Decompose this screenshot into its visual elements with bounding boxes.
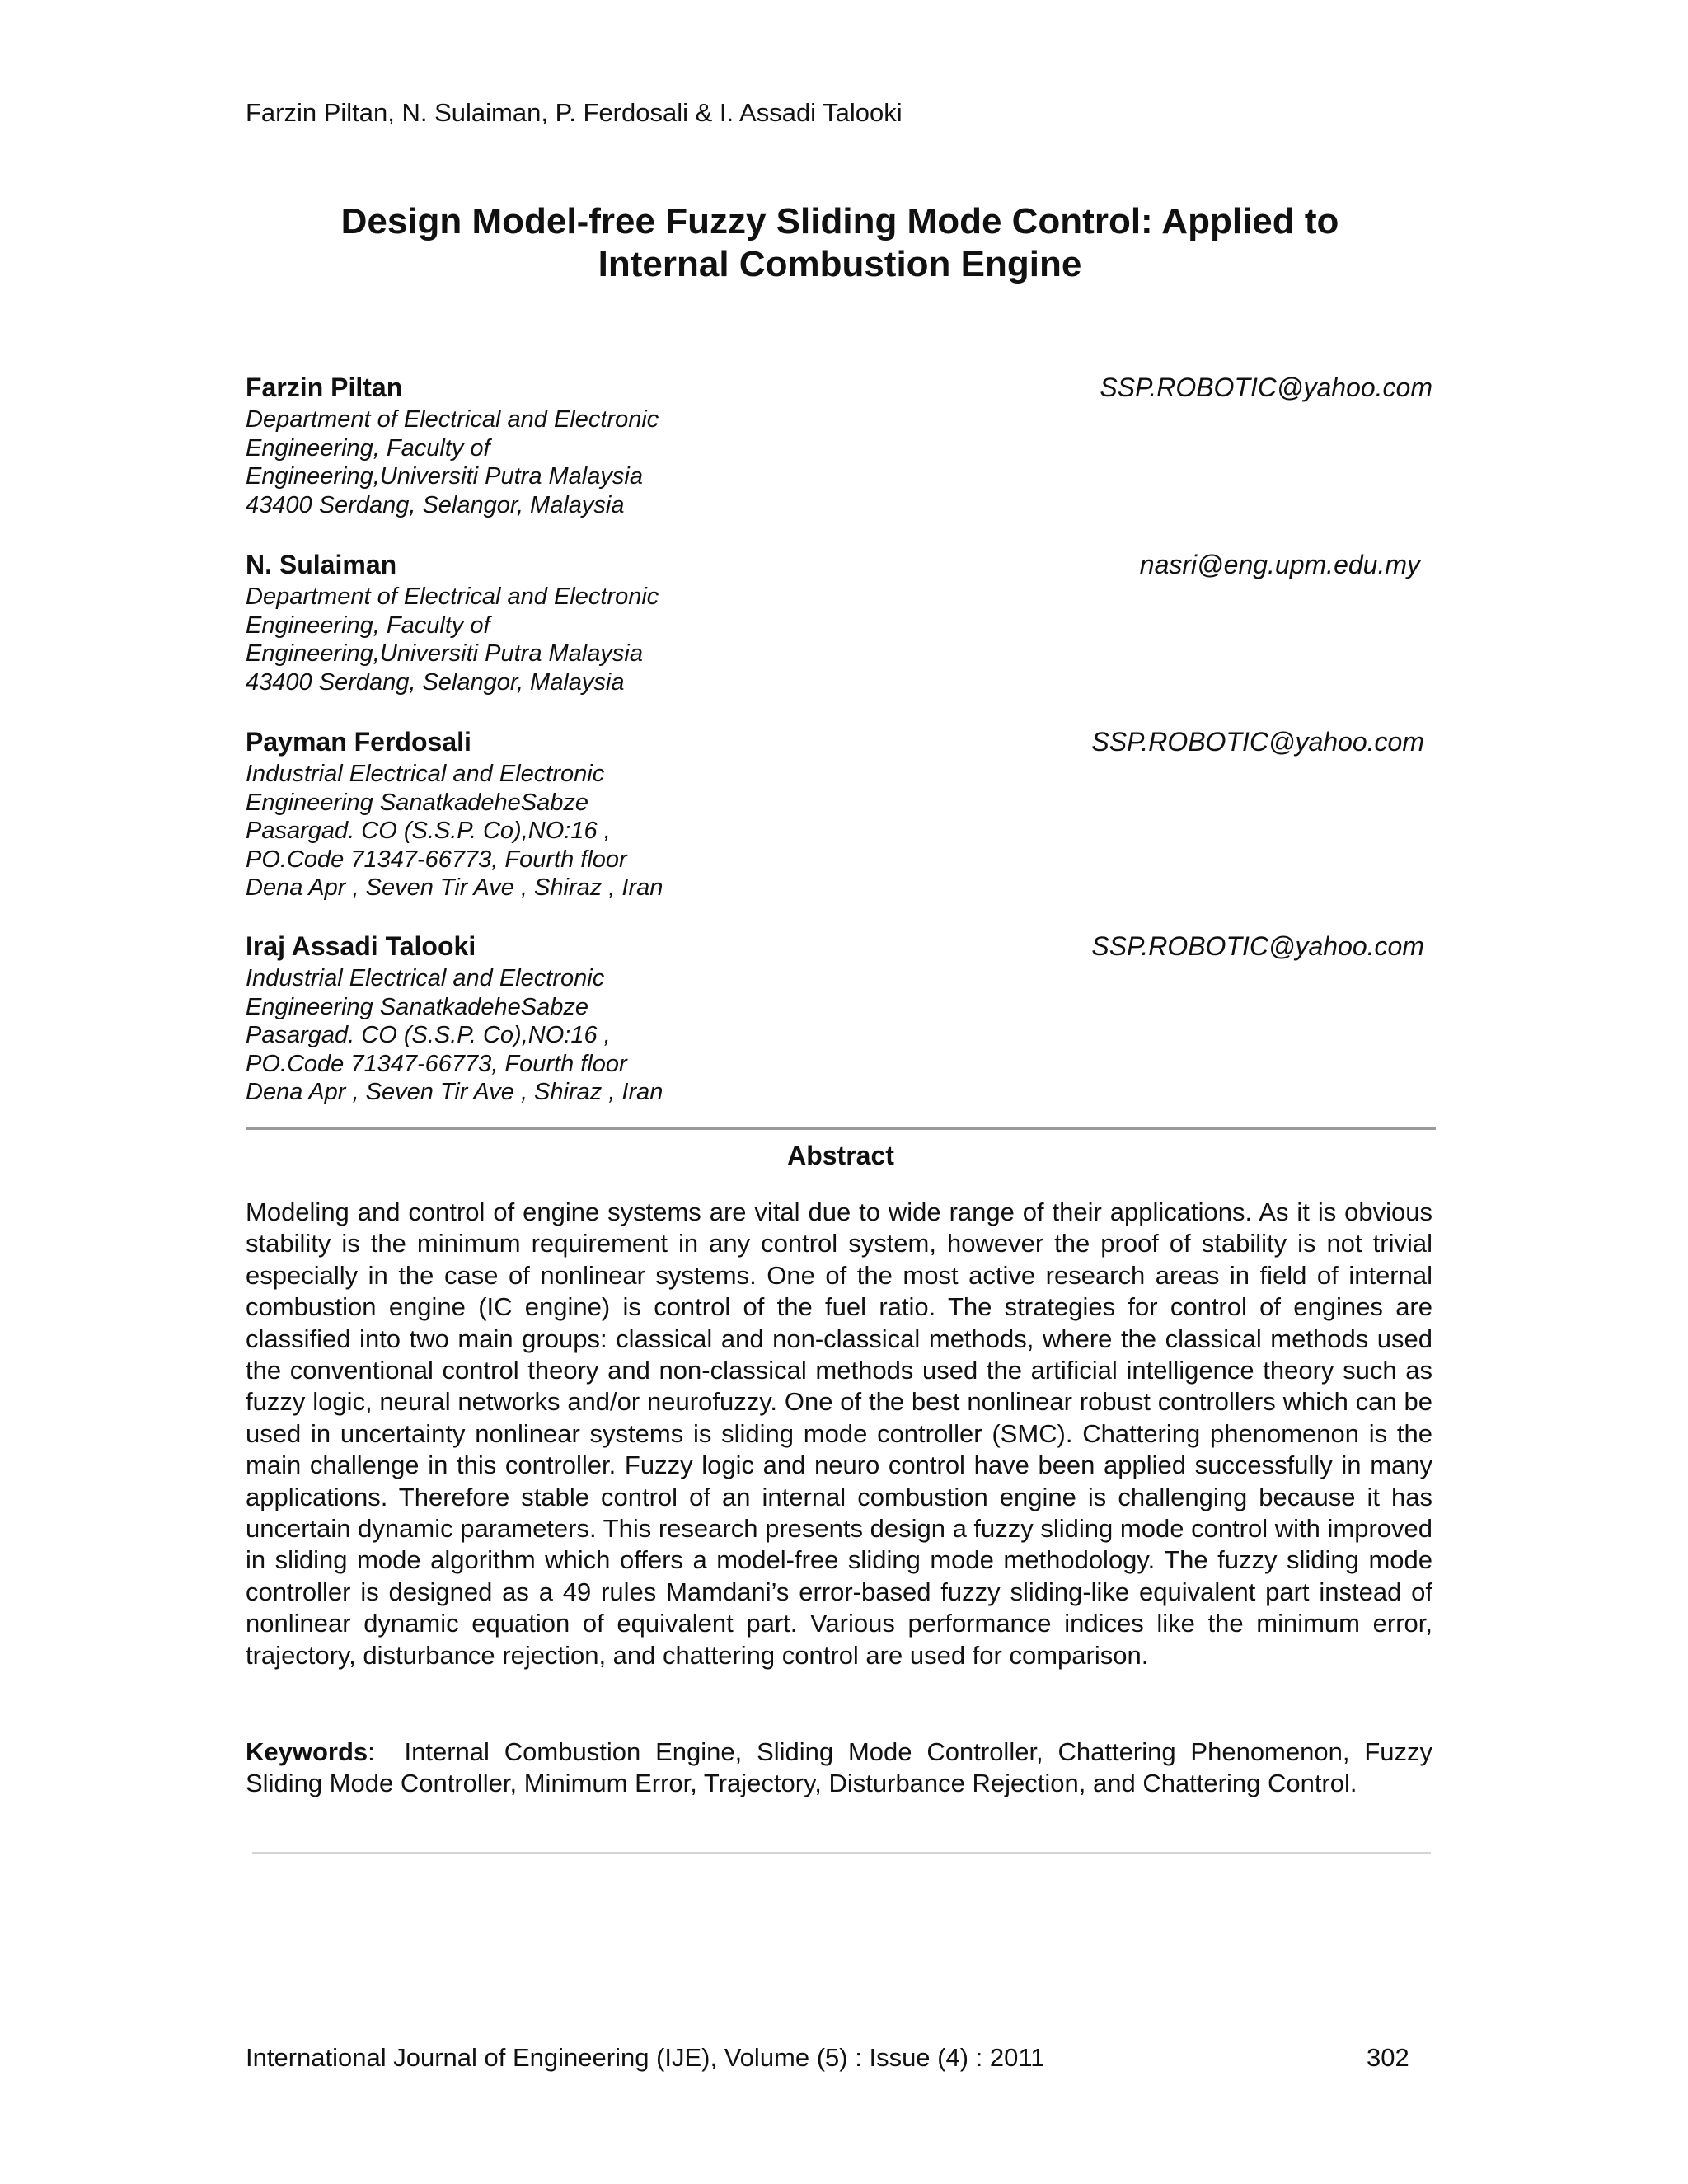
affiliation-line: Engineering,Universiti Putra Malaysia (246, 640, 643, 667)
keywords-paragraph (246, 1736, 1432, 1800)
footer-page-number: 302 (1367, 2043, 1409, 2072)
affiliation-line: Engineering SanatkadeheSabze (246, 993, 588, 1020)
abstract-top-divider (246, 1127, 1436, 1130)
footer-journal-citation: International Journal of Engineering (IJE), Volume (5) : Issue (4) : 2011 (246, 2043, 1045, 2072)
affiliation-line: Department of Electrical and Electronic (246, 583, 659, 610)
keywords-text: Internal Combustion Engine, Sliding Mode Controller, Chattering Phenomenon, Fuzzy Sliding Mode Controller, Minimum Error, Trajectory, Disturbance Rejection, and Chattering Control. (246, 1737, 1432, 1798)
author-affiliation (246, 760, 663, 902)
affiliation-line: Engineering, Faculty of (246, 434, 490, 462)
affiliation-line: 43400 Serdang, Selangor, Malaysia (246, 491, 625, 518)
author-block-sulaiman (246, 548, 1434, 738)
author-email[interactable]: SSP.ROBOTIC@yahoo.com (1091, 727, 1424, 757)
abstract-bottom-divider (252, 1852, 1431, 1854)
author-name: Iraj Assadi Talooki (246, 931, 476, 961)
keywords-label: Keywords (246, 1737, 368, 1766)
affiliation-line: Dena Apr , Seven Tir Ave , Shiraz , Iran (246, 874, 663, 901)
keywords-separator: : (368, 1737, 375, 1766)
author-affiliation (246, 964, 663, 1107)
author-name: Farzin Piltan (246, 373, 403, 402)
running-header-authors: Farzin Piltan, N. Sulaiman, P. Ferdosali & I. Assadi Talooki (246, 98, 903, 127)
affiliation-line: Industrial Electrical and Electronic (246, 761, 605, 787)
affiliation-line: Department of Electrical and Electronic (246, 406, 659, 433)
affiliation-line: Pasargad. CO (S.S.P. Co),NO:16 , (246, 1022, 611, 1048)
author-email[interactable]: nasri@eng.upm.edu.my (1139, 550, 1420, 579)
abstract-text: Modeling and control of engine systems are vital due to wide range of their applications. As it is obvious stability is the minimum requirement in any control system, however the proof of stability is not trivial especially in the case of nonlinear systems. One of the most active research areas in field of internal combustion engine (IC engine) is control of the fuel ratio. The strategies for control of engines are classified into two main groups: classical and non-classical methods, where the classical methods used the conventional control theory and non-classical methods used the artificial intelligence theory such as fuzzy logic, neural networks and/or neurofuzzy. One of the best nonlinear robust controllers which can be used in uncertainty nonlinear systems is sliding mode controller (SMC). Chattering phenomenon is the main challenge in this controller. Fuzzy logic and neuro control have been applied successfully in many applications. Therefore stable control of an internal combustion engine is challenging because it has uncertain dynamic parameters. This research presents design a fuzzy sliding mode control with improved in sliding mode algorithm which offers a model-free sliding mode methodology. The fuzzy sliding mode controller is designed as a 49 rules Mamdani’s error-based fuzzy sliding-like equivalent part instead of nonlinear dynamic equation of equivalent part. Various performance indices like the minimum error, trajectory, disturbance rejection, and chattering control are used for comparison. (246, 1197, 1432, 1670)
author-email[interactable]: SSP.ROBOTIC@yahoo.com (1091, 931, 1424, 961)
author-name: N. Sulaiman (246, 550, 397, 579)
author-block-talooki (246, 930, 1434, 1119)
paper-title-line-1: Design Model-free Fuzzy Sliding Mode Control: Applied to (340, 201, 1339, 241)
affiliation-line: Engineering SanatkadeheSabze (246, 789, 588, 816)
affiliation-line: PO.Code 71347-66773, Fourth floor (246, 846, 627, 873)
affiliation-line: Pasargad. CO (S.S.P. Co),NO:16 , (246, 818, 611, 844)
author-affiliation (246, 405, 659, 519)
paper-title-line-2: Internal Combustion Engine (598, 244, 1082, 284)
author-block-ferdosali (246, 725, 1434, 915)
affiliation-line: Dena Apr , Seven Tir Ave , Shiraz , Iran (246, 1079, 663, 1105)
affiliation-line: Engineering, Faculty of (246, 612, 490, 639)
affiliation-line: Industrial Electrical and Electronic (246, 965, 605, 991)
affiliation-line: 43400 Serdang, Selangor, Malaysia (246, 668, 625, 696)
author-email[interactable]: SSP.ROBOTIC@yahoo.com (1100, 373, 1432, 402)
author-affiliation (246, 583, 659, 696)
abstract-heading: Abstract (787, 1141, 894, 1170)
author-block-piltan (246, 371, 1434, 560)
author-name: Payman Ferdosali (246, 727, 471, 757)
affiliation-line: Engineering,Universiti Putra Malaysia (246, 463, 643, 490)
affiliation-line: PO.Code 71347-66773, Fourth floor (246, 1050, 627, 1077)
